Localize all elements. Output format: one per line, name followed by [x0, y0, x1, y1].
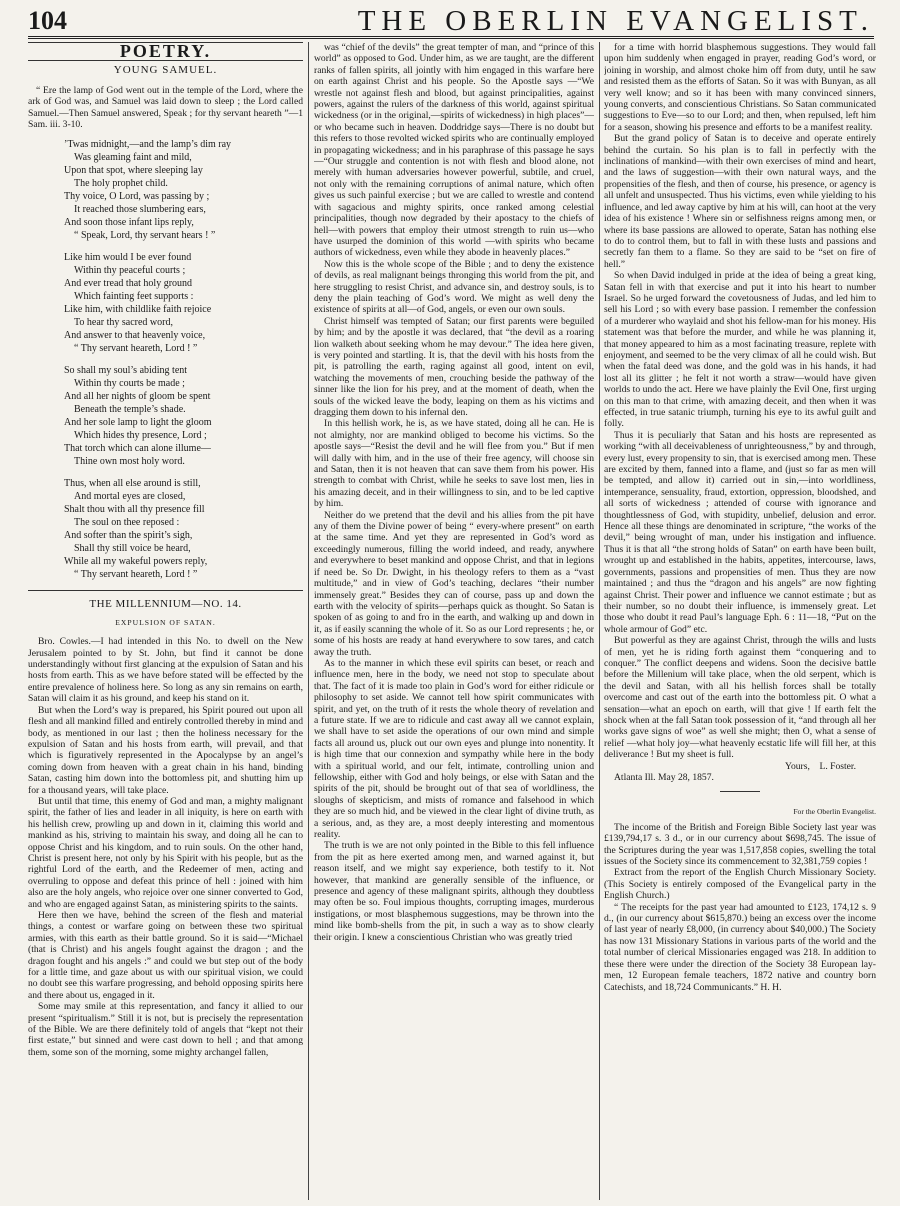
article-paragraph: But the grand policy of Satan is to deceive and operate entirely behind the curtain. So his plan is to fall in perfectly with the inclinations of mankind—with their own exercises of mind and heart, and the laws of suggestion—with their own natural ways, and the propensities of the flesh, and then of course, his presence, or agency is all unfelt and unsuspected. Thus his victims, even while yielding to his influence, and led away captive by him at his will, can hoot at the very idea of his existence ! Where sin or selfishness reigns among men, or where its base passions are allowed to operate, Satan has nothing else to do to control them, but to fall in with these lusts and passions and secretly fan them to a flame. So they are said to be “set on fire of hell.”: [604, 133, 876, 270]
poem-line: To hear thy sacred word,: [74, 317, 173, 329]
poem-line: Upon that spot, where sleeping lay: [64, 165, 203, 177]
article-paragraph: Neither do we pretend that the devil and his allies from the pit have any of them the Divine power of being “ every-where present” on earth at the same time. And yet they are represented in God’s word as exceedingly numerous, filling the world indeed, and ready, anywhere and everywhere to beset mankind and oppose Christ, and that in legions if need be. So Dr. Dwight, in his theology refers to them as a “vast multitude,” and in view of God’s teaching, declares “their number immensely great.” Besides they can of course, pass up and down the earth with the velocity of spirits—perhaps quick as thought. So Satan is spoken of as going to and fro in the earth, and walking up and down in it, as if easily scanning the whole of it. So as our Lord represents ; he, or some of his hosts are ready at hand everywhere to sow tares, and catch away the truth.: [314, 509, 594, 658]
poem-line: And all her nights of gloom be spent: [64, 391, 211, 403]
bible-society-paragraph: “ The receipts for the past year had amounted to £123, 174,12 s. 9 d., (in our currency about $615,870.) being an excess over the income of last year of nearly £8,000, (in currency about $40,000.) The Society has now 131 Missionary Stations in various parts of the world and the total number of clerical Missionaries engaged was 218. In addition to these there were under the direction of the Society 38 European lay-men, 12 European female teachers, 1872 native and country born Catechists, and 18,724 Communicants.” H. H.: [604, 901, 876, 993]
short-rule: [720, 791, 760, 792]
article-paragraph: was “chief of the devils” the great tempter of man, and “prince of this world” as opposed to God. Under him, as we are taught, are the different ranks of fallen spirits, all jointly with him engaged in this warfare here on earth against Christ and his people. So the Apostle says —“We wrestle not against flesh and blood, but against principalities, against powers, against the rulers of the darkness of this world, against spiritual wickedness (or in the original,—spirits of wickedness) in high places”—or who became such in heaven. Doddridge says—There is no doubt but this refers to those revolted wicked spirits who are continually employed in propagating wickedness; and in his paraphrase of this passage he says—“Our struggle and contention is not with flesh and blood alone, not merely with human adversaries however powerful, subtile, and cruel, not only with the remaining corruptions of animal nature, which often gives us such painful exercise ; but we are called to wrestle and contend with sagacious and mighty spirits, once ranked among celestial principalities, though now degraded by their apostacy to the chiefs of hell—with powers that employ their utmost strength to ruin us—who have usurped the dominion of this world —with spirits who became authors of wickedness, even while they abode in heavenly places.”: [314, 42, 594, 259]
place-date: Atlanta Ill. May 28, 1857.: [614, 772, 714, 783]
poem-line: That torch which can alone illume—: [64, 443, 211, 455]
article-paragraph: In this hellish work, he is, as we have stated, doing all he can. He is not almighty, nor are mankind obliged to become his victims. So the apostle says—“Resist the devil and he will flee from you.” But if men will dally with him, and in the use of their free agency, will choose sin and Satan, then it is not heaven that can save them from his power. His strength to combat with Christ, while he seeks to save lost men, lies in his amazing deceit, and in their willingness to sin, and to be led captive by him.: [314, 418, 594, 510]
poem-line: The holy prophet child.: [74, 178, 168, 190]
article-paragraph: So when David indulged in pride at the idea of being a great king, Satan fell in with that exercise and put it into his heart to number Israel. So he urged forward the covetousness of Judas, and led him to sell his Lord ; so with every base passion. I remember the confession of a murderer who waylaid and shot his fellow-man for his money. His statement was that before the murder, and while he was planning it, that money appeared to him as a most facinating treasure, replete with enjoyment, and seemed to be the very climax of all he could wish. But when the fatal deed was done, and the gold was in his hands, it had lost all its glitter ; he felt it not worth a straw—would have given worlds to undo the act. Here we have plainly the Evil One, first urging on this man to that crime, with amazing deceit, and then when it was effected, in true satanic triumph, turning his eye to its awful guilt and folly.: [604, 270, 876, 430]
poem-line: “ Thy servant heareth, Lord ! ”: [74, 343, 198, 355]
poem-stanza: [64, 251, 303, 355]
poem-line: And softer than the spirit’s sigh,: [64, 530, 193, 542]
article-paragraph: Christ himself was tempted of Satan; our first parents were beguiled by him; and by the apostle it was declared, that “the devil as a roaring lion walketh about seeking whom he may devour.” The idea here given, is very pointed and startling. It is, that the devil with his hosts from the pit, is patrolling the earth, raging against all good, intent on evil, watching the movements of men, crouching beside the pathway of the sinner like the lion for his prey, and at the moment of death, when the souls of the wicked leave the body, leaping on them as his victims and dragging them down to his infernal den.: [314, 315, 594, 418]
column-rule: [308, 42, 309, 1200]
column-3: [604, 42, 876, 1202]
poem-line: Within thy peaceful courts ;: [74, 265, 186, 277]
poem-line: Which hides thy presence, Lord ;: [74, 430, 207, 442]
signature: L. Foster.: [819, 760, 856, 772]
column-rule: [599, 42, 600, 1200]
poem-line: So shall my soul’s abiding tent: [64, 365, 188, 377]
article-text-col2: [314, 42, 594, 943]
poem-line: Within thy courts be made ;: [74, 378, 185, 390]
poem-stanza: [64, 477, 303, 581]
poem-line: “ Thy servant heareth, Lord ! ”: [74, 569, 198, 581]
poem-line: Like him would I be ever found: [64, 252, 192, 264]
bible-society-text: [604, 822, 876, 993]
poem-line: Thine own most holy word.: [74, 456, 185, 468]
for-line: For the Oberlin Evangelist.: [793, 807, 876, 817]
poem-line: And soon those infant lips reply,: [64, 217, 194, 229]
poem-line: Shalt thou with all thy presence fill: [64, 504, 205, 516]
poem-stanza: [64, 138, 303, 242]
article-paragraph: The truth is we are not only pointed in the Bible to this fell influence from the pit as here exerted among men, and warned against it, but reason itself, and we might say experience, both testify to it. Not however, that mankind are generally sensible of the influence, or presence and agency of these malignant spirits, although they doubtless may often be so. Foul impious thoughts, corrupting images, murderous instigations, or most blasphemous suggestions, may be thrown into the mind like bomb-shells from the pit, in such a way as to show clearly their origin. I knew a conscientious Christian who was greatly tried: [314, 840, 594, 943]
poem-line: Thy voice, O Lord, was passing by ;: [64, 191, 210, 203]
poem-line: And ever tread that holy ground: [64, 278, 193, 290]
article-text-col3: [604, 42, 876, 761]
poem-epigraph: “ Ere the lamp of God went out in the temple of the Lord, where the ark of God was, and Samuel was laid down to sleep ; the Lord called Samuel.—Then Samuel answered, Speak ; for thy servant heareth ”—1 Sam. iii. 3-10.: [28, 84, 303, 131]
poem-stanzas: [28, 138, 303, 581]
article-subhead: EXPULSION OF SATAN.: [115, 617, 216, 627]
page-number: 104: [28, 6, 67, 35]
poem-line: Was gleaming faint and mild,: [74, 152, 192, 164]
poem-line: The soul on thee reposed :: [74, 517, 180, 529]
poem-line: Like him, with childlike faith rejoice: [64, 304, 212, 316]
column-2: [314, 42, 594, 1202]
poem-line: And mortal eyes are closed,: [74, 491, 186, 503]
poem-line: Beneath the temple’s shade.: [74, 404, 186, 416]
article-title: THE MILLENNIUM—NO. 14.: [89, 598, 242, 611]
poem-line: Thus, when all else around is still,: [64, 478, 201, 490]
poem-line: And her sole lamp to light the gloom: [64, 417, 212, 429]
poetry-section-label: POETRY.: [28, 42, 303, 61]
poem-line: ’Twas midnight,—and the lamp’s dim ray: [64, 139, 232, 151]
sign-off: Yours, L. Foster.: [785, 760, 856, 772]
newspaper-title: THE OBERLIN EVANGELIST.: [357, 4, 874, 37]
poem-stanza: [64, 364, 303, 468]
article-paragraph: for a time with horrid blasphemous suggestions. They would fall upon him suddenly when engaged in prayer, reading God’s word, or joining in worship, and almost choke him off from duty, until he saw and resisted them as the efforts of Satan. So it was with Bunyan, as all very well know; and so it has been with many convinced sinners, young converts, and conscientious Christians. So Satan communicated suggestions to Eve—so to our Lord; and then, when repulsed, left him for a season, showing his presence and efforts to be a manifest reality.: [604, 42, 876, 133]
poem-line: And answer to that heavenly voice,: [64, 330, 206, 342]
article-paragraph: But powerful as they are against Christ, through the wills and lusts of men, yet he is riding forth against them “conquering and to conquer.” The conflict deepens and widens. Soon the decisive battle before the Millenium will take place, when the old serpent, which is the devil and Satan, with all his hellish forces shall be totally overcome and cast out of the earth into the bottomless pit. O what a sensation—what an epoch on earth, will that give ! If earth felt the shock when at the fall Satan took possession of it, “and through all her works gave signs of woe” as well she might; then O, what a sense of relief —what holy joy—what heavenly ecstatic life will fill her, at this deliverance ! But my sheet is full.: [604, 635, 876, 761]
section-divider: [28, 590, 303, 591]
article-paragraph: Now this is the whole scope of the Bible ; and to deny the existence of devils, as real malignant beings thronging this world from the pit, and here struggling to resist Christ, and advance sin, and destroy souls, is to deny the plain teaching of God’s word. We might as well deny the existence of spirits at all—of God, angels, or even our own souls.: [314, 258, 594, 316]
poem-line: While all my wakeful powers reply,: [64, 556, 208, 568]
poem-line: “ Speak, Lord, thy servant hears ! ”: [74, 230, 216, 242]
poem-line: Shall thy still voice be heard,: [74, 543, 191, 555]
article-paragraph: But when the Lord’s way is prepared, his Spirit poured out upon all flesh and all mankind filled and entirely controlled thereby in mind and body, as mentioned in our last ; then the holiness necessary for the expulsion of Satan and his hosts from earth, will prevail, and that which is figuratively represented in the Apocalypse by an angel’s coming down from heaven with a great chain in his hand, binding Satan, casting him down into the bottomless pit, and shutting him up for a thousand years, will take place.: [28, 704, 303, 796]
column-1: [28, 42, 303, 1202]
bible-society-paragraph: Extract from the report of the English Church Missionary Society. (This Society is entirely composed of the Evangelical party in the English Church.): [604, 867, 876, 902]
poem-line: It reached those slumbering ears,: [74, 204, 206, 216]
poem-title: YOUNG SAMUEL.: [113, 64, 218, 77]
article-paragraph: But until that time, this enemy of God and man, a mighty malignant spirit, the father of lies and leader in all iniquity, is here on earth with his hellish crew, prowling up and down in it, claiming this world and mankind as his, striving to maintain his sway, and doing all he can to oppose Christ and his kingdom, and to ruin souls. On the other hand, Christ is present here, not only by his Spirit with his people, but as the rightful Lord of the earth, and the Redeemer of men, acting and overruling to oppose and defeat this prince of hell : joined with him also are the holy angels, who rejoice over one sinner converted to God, and who are engaged against Satan, as ministering spirits to the saints.: [28, 795, 303, 910]
bible-society-paragraph: The income of the British and Foreign Bible Society last year was £139,794,17 s. 3 d., or in our currency about $698,745. The issue of the Scriptures during the year was 1,517,858 copies, swelling the total issues of the Society since its commencement to 32,381,759 copies !: [604, 821, 876, 868]
article-paragraph: Bro. Cowles.—I had intended in this No. to dwell on the New Jerusalem pointed to by St. John, but find it cannot be done understandingly without first glancing at the expulsion of Satan and his hosts from earth. This as we have before stated will be effected by the entire prevalence of holiness here. So long as any sin remains on earth, Satan will claim it as his ground, and keep his stand on it.: [28, 636, 303, 705]
article-text-col1: [28, 636, 303, 1058]
article-paragraph: As to the manner in which these evil spirits can beset, or reach and influence men, here in the body, we need not stop to speculate about that. The fact of it is made too plain in God’s word for either ridicule or philosophy to set aside. We cannot tell how spirit communicates with spirit, and yet, on the truth of it rests the whole theory of revelation and a future state. If we are to ridicule and cast away all we cannot explain, we shall have to set aside the operations of our own mind and simple facts all around us, pluck out our own eyes and plunge into nonentity. It is high time that our connexion and sympathy while here in the body with a spiritual world, and our felt, intimate, controlling union and fellowship, either with God and holy beings, or else with Satan and the spirits of the pit, should be brought out of that sea of worldliness, the sloughs of skepticism, and mists of romance and falsehood in which they are so much hid, and be viewed in the clear light of divine truth, as a serious, and, as they are, a most deeply interesting and momentous reality.: [314, 657, 594, 841]
article-paragraph: Some may smile at this representation, and fancy it allied to our present “spiritualism.” Still it is not, but is precisely the representation of the Bible. We are there definitely told of angels that “kept not their first estate,” but sinned and were cast down to hell ; and that among them, some son of the morning, some mighty archangel fallen,: [28, 1001, 303, 1058]
article-paragraph: Thus it is peculiarly that Satan and his hosts are represented as working “with all deceivableness of unrighteousness,” by and through, every lust, every propensity to sin, that is exercised among men. These are excited by them, fanned into a flame, and (just so far as men will be tempted, and allow it) carried out in sin,—into worldliness, intemperance, sensuality, fraud, extortion, oppression, bloodshed, and all sorts of wickedness ; attended of course with ignorance and thoughtlessness of God, with stupidity, unbelief, delusion and error. Hence all these things are denominated in scripture, “the works of the devil,” being wrought of man, under his instigation and influence. Thus it is that all “the strong holds of Satan” on earth have been built, wrought up and established in the habits, appetites, intercourse, laws, governments, passions and propensities of men. Thus they are now maintained ; and thus the “dragon and his angels” are now fighting against Christ. Their power and influence we cannot estimate ; but as their number, so no doubt their influence, is immensely great. Let those who doubt it read Paul’s language Eph. 6 : 11—18, “Put on the whole armour of God” etc.: [604, 429, 876, 635]
article-paragraph: Here then we have, behind the screen of the flesh and material things, a contest or warfare going on between these two spiritual armies, with this earth as their battle ground. So it is said—“Michael (that is Christ) and his angels fought against the dragon ; and the dragon fought and his angels :” and could we but step out of the body for a little time, and gaze about us with our spiritual vision, we could no doubt see this warfare progressing, and behold opposing spirits here and there about us, engaged in it.: [28, 910, 303, 1001]
masthead: [28, 6, 874, 39]
poem-line: Which fainting feet supports :: [74, 291, 194, 303]
